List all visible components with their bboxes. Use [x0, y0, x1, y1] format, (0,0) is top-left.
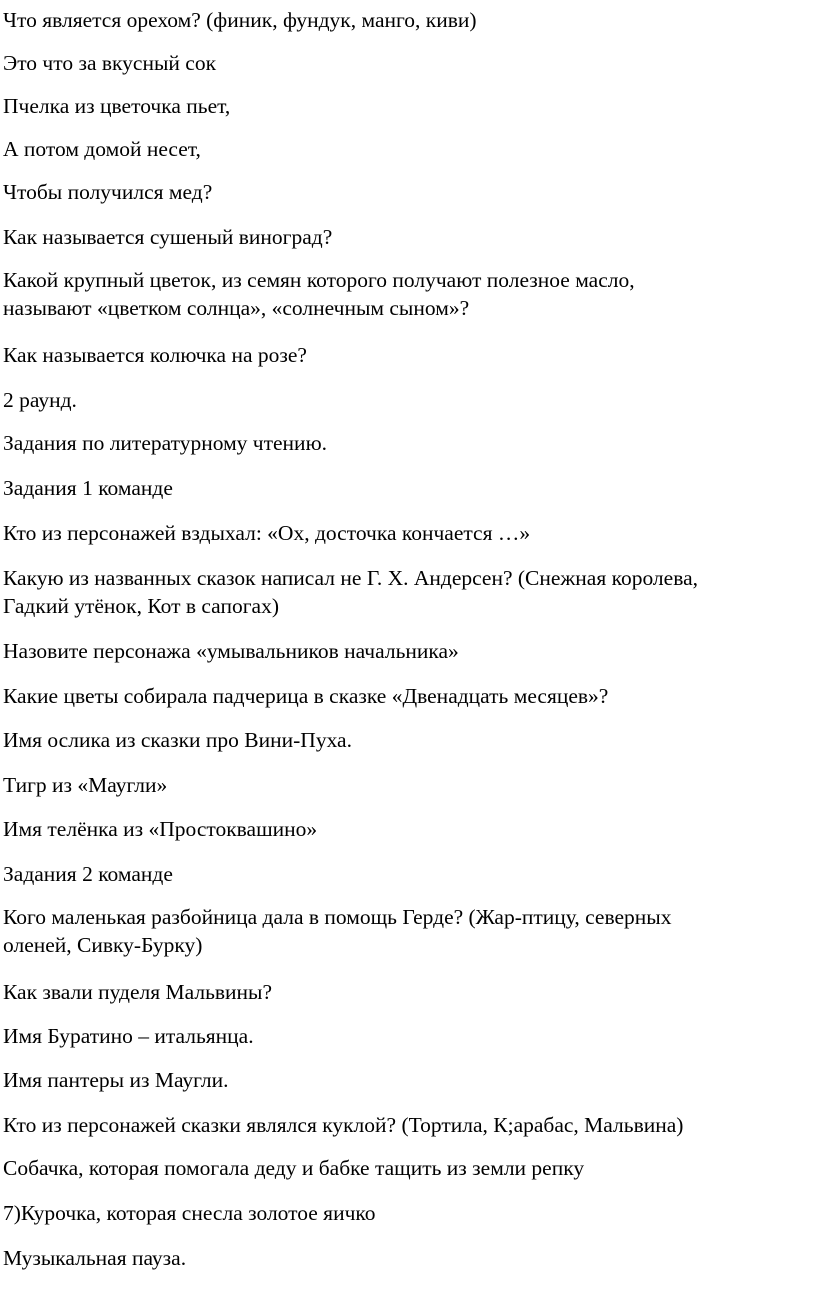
text-line: Какую из названных сказок написал не Г. Х. Андерсен? (Снежная королева, — [3, 566, 698, 590]
text-line: Задания 2 команде — [3, 862, 173, 886]
text-paragraph — [3, 266, 813, 322]
text-line: Как называется сушеный виноград? — [3, 225, 333, 249]
text-line: Какой крупный цветок, из семян которого получают полезное масло, — [3, 268, 635, 292]
text-line: Имя ослика из сказки про Вини-Пуха. — [3, 728, 352, 752]
text-line: Какие цветы собирала падчерица в сказке «Двенадцать месяцев»? — [3, 684, 609, 708]
text-line: Пчелка из цветочка пьет, — [3, 94, 231, 118]
text-line: Музыкальная пауза. — [3, 1246, 187, 1270]
text-line: называют «цветком солнца», «солнечным сыном»? — [3, 296, 470, 320]
text-line: Задания по литературному чтению. — [3, 431, 328, 455]
text-paragraph — [3, 903, 813, 959]
text-line: Кто из персонажей вздыхал: «Ох, досточка кончается …» — [3, 521, 531, 545]
text-line: Это что за вкусный сок — [3, 51, 217, 75]
text-line: Как называется колючка на розе? — [3, 343, 307, 367]
text-line: оленей, Сивку-Бурку) — [3, 933, 203, 957]
text-line: Что является орехом? (финик, фундук, манго, киви) — [3, 8, 477, 32]
text-line: Задания 1 команде — [3, 476, 173, 500]
text-line: А потом домой несет, — [3, 137, 201, 161]
text-line: 2 раунд. — [3, 388, 77, 412]
text-paragraph — [3, 564, 813, 620]
text-line: Кого маленькая разбойница дала в помощь Герде? (Жар-птицу, северных — [3, 905, 672, 929]
text-line: Как звали пуделя Мальвины? — [3, 980, 273, 1004]
text-line: Гадкий утёнок, Кот в сапогах) — [3, 594, 279, 618]
text-line: Имя Буратино – итальянца. — [3, 1024, 254, 1048]
text-line: Кто из персонажей сказки являлся куклой? (Тортила, К;арабас, Мальвина) — [3, 1113, 684, 1137]
text-line: Собачка, которая помогала деду и бабке тащить из земли репку — [3, 1156, 585, 1180]
text-line: Назовите персонажа «умывальников начальника» — [3, 639, 459, 663]
text-line: Тигр из «Маугли» — [3, 773, 168, 797]
text-line: Имя пантеры из Маугли. — [3, 1068, 229, 1092]
text-line: 7)Курочка, которая снесла золотое яичко — [3, 1201, 376, 1225]
text-line: Имя телёнка из «Простоквашино» — [3, 817, 318, 841]
text-line: Чтобы получился мед? — [3, 180, 213, 204]
